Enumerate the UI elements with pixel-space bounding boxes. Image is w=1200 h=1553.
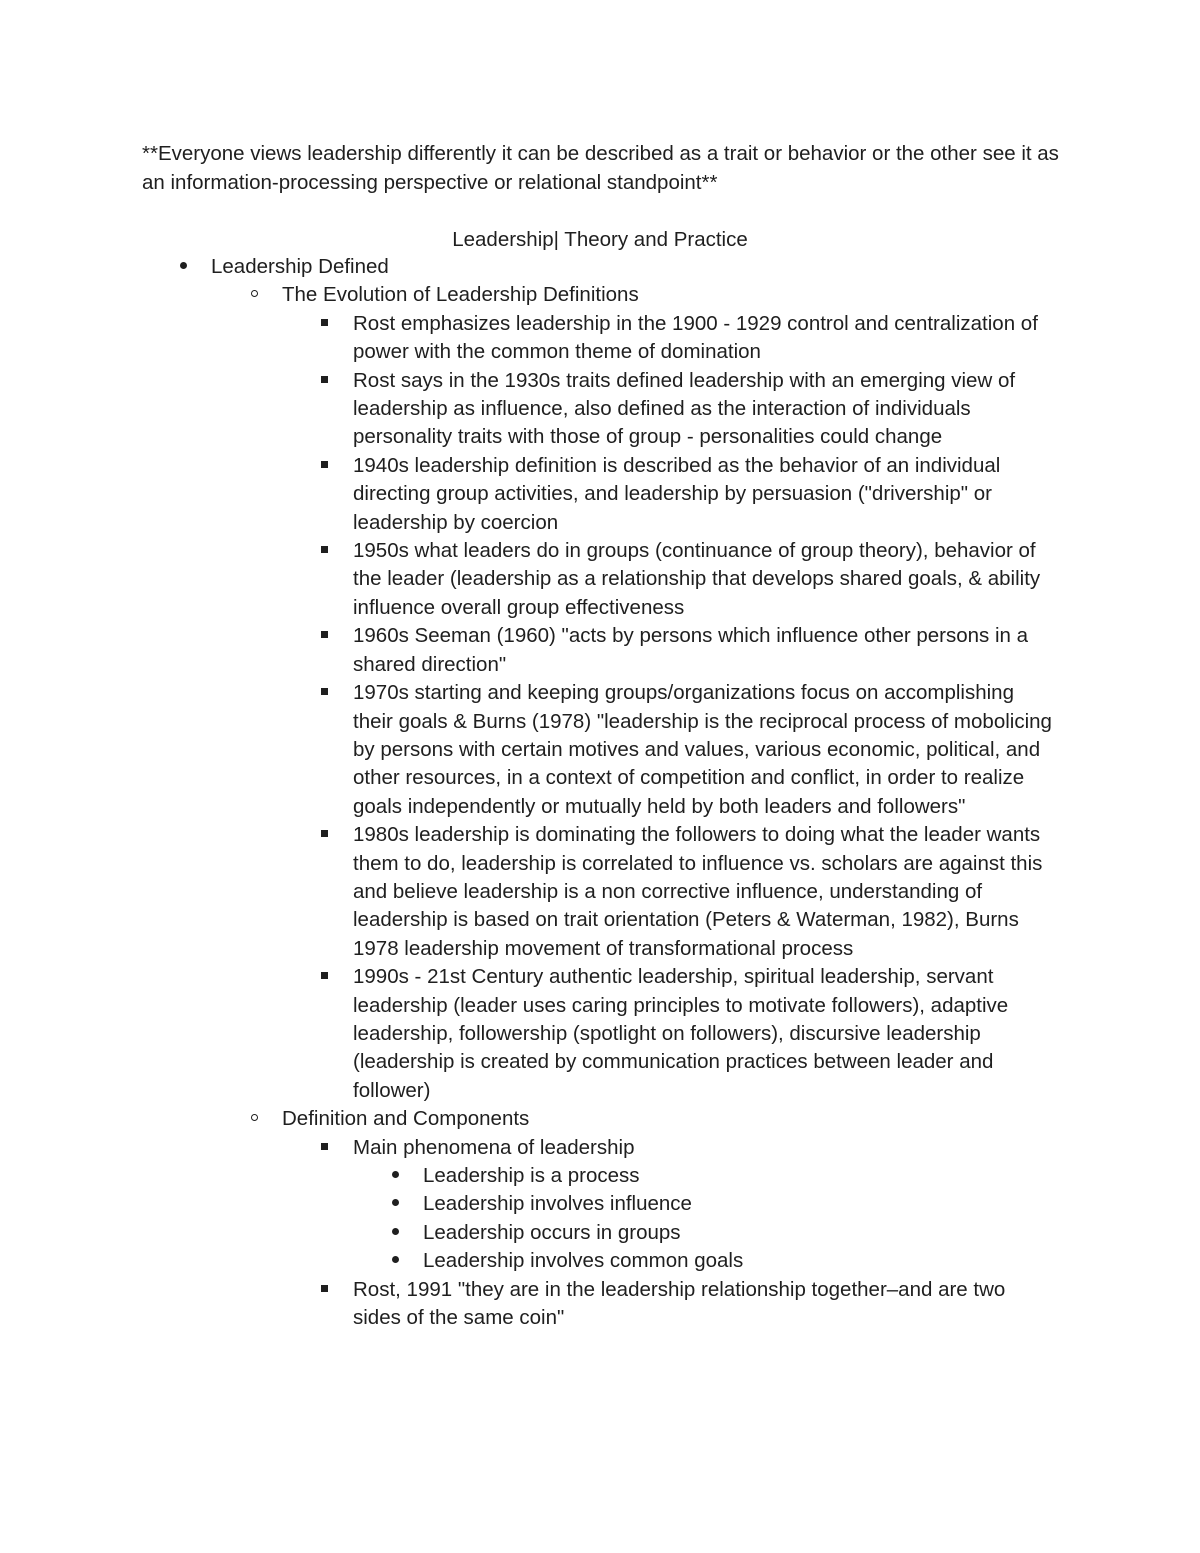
square-bullet-icon <box>314 1134 334 1162</box>
filled-bullet-icon <box>385 1190 405 1218</box>
list-item-text: Leadership involves common goals <box>423 1249 744 1273</box>
filled-bullet-icon <box>385 1162 405 1190</box>
list-item-text: Leadership is a process <box>423 1164 640 1187</box>
filled-bullet-icon <box>385 1219 405 1247</box>
list-item <box>0 1247 1200 1275</box>
filled-bullet-icon <box>385 1247 405 1275</box>
filled-bullet-icon <box>173 253 193 281</box>
list-item <box>0 1190 1200 1218</box>
square-bullet-icon <box>314 963 334 991</box>
list-item-leadership-defined <box>0 253 1200 281</box>
list-item-text: Rost, 1991 "they are in the leadership relationship together–and are two sides of the same coin" <box>353 1277 1006 1330</box>
hollow-bullet-icon <box>244 281 264 309</box>
list-item-rost-quote <box>0 1276 1200 1333</box>
square-bullet-icon <box>314 452 334 480</box>
square-bullet-icon <box>314 537 334 565</box>
list-item-text: The Evolution of Leadership Definitions <box>282 283 639 307</box>
square-bullet-icon <box>314 310 334 338</box>
list-item-text: 1960s Seeman (1960) "acts by persons which influence other persons in a shared direction" <box>353 624 1029 676</box>
list-item-text: 1980s leadership is dominating the followers to doing what the leader wants them to do, leadership is correlated to influence vs. scholars are against this and believe leadership is a non corrective influence, understanding of leadership is based on trait orientation (Peters & Waterman, 1982), Burns 1978 leadership movement of transformational process <box>353 823 1043 960</box>
list-item-text: Leadership occurs in groups <box>423 1220 681 1244</box>
list-item <box>0 622 1200 679</box>
list-item <box>0 1162 1200 1190</box>
list-item-text: Definition and Components <box>282 1107 530 1131</box>
page-title: Leadership| Theory and Practice <box>452 228 748 251</box>
list-item <box>0 963 1200 1105</box>
list-item-evolution <box>0 281 1200 309</box>
list-item-text: 1970s starting and keeping groups/organizations focus on accomplishing their goals & Burns (1978) "leadership is the reciprocal process of mobolicing by persons with certain motives and values, various economic, political, and other resources, in a context of competition and conflict, in order to realize goals independently or mutually held by both leaders and followers" <box>353 681 1052 818</box>
list-item-text: 1950s what leaders do in groups (continuance of group theory), behavior of the leader (leadership as a relationship that develops shared goals, & ability influence overall group effectiveness <box>353 539 1041 619</box>
list-item-text: Leadership Defined <box>211 255 389 278</box>
list-item-text: Main phenomena of leadership <box>353 1135 635 1159</box>
list-item-phenomena <box>0 1134 1200 1162</box>
hollow-bullet-icon <box>244 1105 264 1133</box>
list-item-text: Leadership involves influence <box>423 1192 692 1216</box>
intro-paragraph: **Everyone views leadership differently it can be described as a trait or behavior or the other see it as an information-processing perspective or relational standpoint** <box>142 142 1059 194</box>
list-item <box>0 821 1200 963</box>
list-item-text: 1990s - 21st Century authentic leadership, spiritual leadership, servant leadership (leader uses caring principles to motivate followers), adaptive leadership, followership (spotlight on followers), discursive leadership (leadership is created by communication practices between leader and follower) <box>353 965 1009 1102</box>
list-item-text: Rost emphasizes leadership in the 1900 - 1929 control and centralization of power with the common theme of domination <box>353 311 1038 364</box>
square-bullet-icon <box>314 679 334 707</box>
square-bullet-icon <box>314 821 334 849</box>
list-item <box>0 1219 1200 1247</box>
list-item-text: 1940s leadership definition is described as the behavior of an individual directing group activities, and leadership by persuasion ("drivership" or leadership by coercion <box>353 453 1001 534</box>
list-item <box>0 452 1200 537</box>
list-item <box>0 310 1200 367</box>
list-item-definition <box>0 1105 1200 1133</box>
outline-list <box>0 253 1200 1332</box>
square-bullet-icon <box>314 1276 334 1304</box>
square-bullet-icon <box>314 622 334 650</box>
list-item <box>0 367 1200 452</box>
list-item-text: Rost says in the 1930s traits defined leadership with an emerging view of leadership as influence, also defined as the interaction of individuals personality traits with those of group - personalities could change <box>353 368 1016 449</box>
list-item <box>0 679 1200 821</box>
square-bullet-icon <box>314 367 334 395</box>
list-item <box>0 537 1200 622</box>
